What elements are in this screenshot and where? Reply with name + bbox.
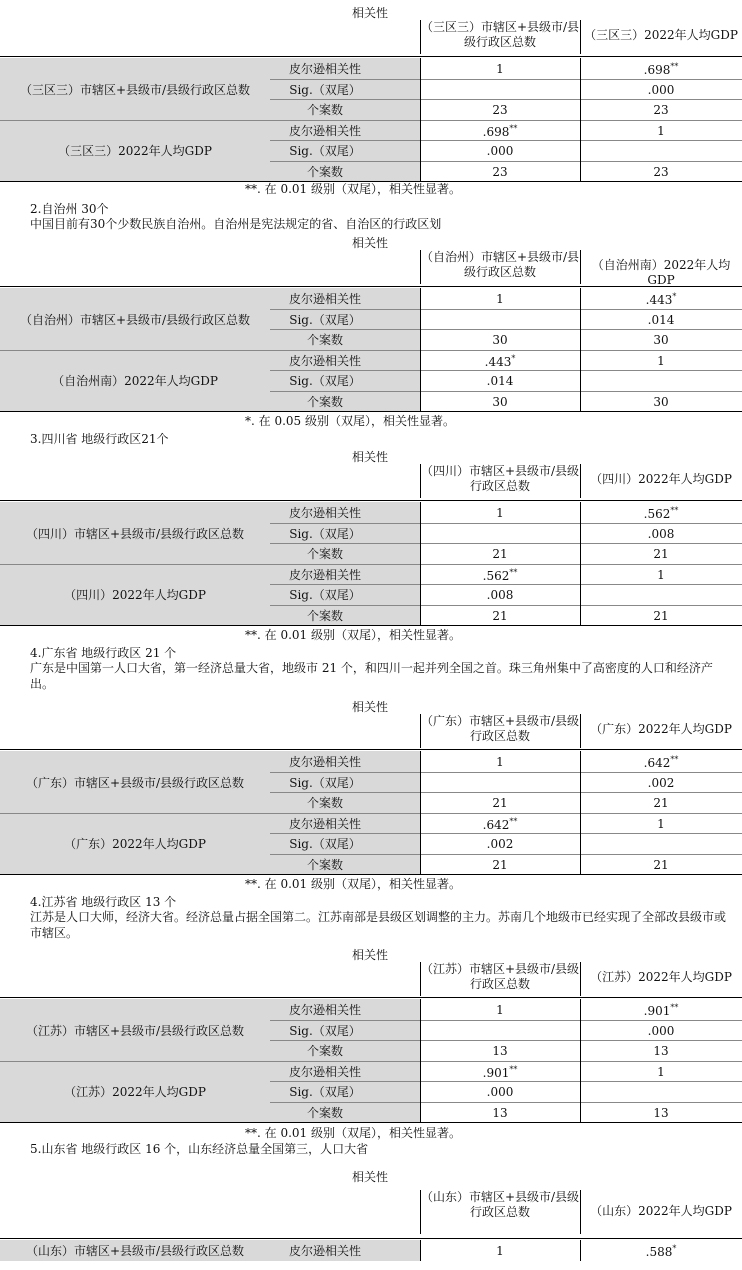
- value-cell: .000: [647, 1023, 675, 1038]
- value-cell: 1: [657, 353, 665, 368]
- column-header-gdp: （广东）2022年人均GDP: [590, 722, 732, 736]
- row-separator: [270, 772, 742, 773]
- value-cell: 30: [492, 333, 508, 347]
- header-divider: [420, 250, 421, 284]
- stat-label: 皮尔逊相关性: [288, 506, 361, 520]
- header-divider: [420, 714, 421, 748]
- column-header-count: （自治州）市辖区+县级市/县级行政区总数: [420, 250, 580, 279]
- section-description: 广东是中国第一人口大省，第一经济总量大省，地级市 21 个，和四川一起并列全国之首。珠三角州集中了高密度的人口和经济产出。: [30, 661, 713, 691]
- stat-label: Sig.（双尾）: [289, 82, 361, 97]
- column-divider: [580, 999, 581, 1122]
- stat-label: 皮尔逊相关性: [288, 1003, 361, 1017]
- row-label-count: （广东）市辖区+县级市/县级行政区总数: [25, 775, 245, 790]
- column-divider: [420, 751, 421, 874]
- value-cell: 23: [653, 164, 669, 179]
- row-separator: [270, 329, 742, 330]
- column-header-count: （四川）市辖区+县级市/县级行政区总数: [420, 464, 580, 493]
- row-separator: [270, 605, 742, 606]
- table-caption: 相关性: [352, 948, 389, 962]
- value-cell: 23: [653, 103, 669, 117]
- value-cell: 23: [492, 103, 508, 117]
- stat-label: Sig.（双尾）: [289, 1085, 361, 1099]
- stat-label: 皮尔逊相关性: [288, 353, 361, 368]
- header-divider: [580, 250, 581, 284]
- stat-label: 皮尔逊相关性: [288, 292, 361, 306]
- header-divider: [580, 464, 581, 498]
- table-caption: 相关性: [352, 236, 389, 250]
- section-description: 中国目前有30个少数民族自治州。自治州是宪法规定的省、自治区的行政区划: [30, 217, 442, 231]
- column-header-count: （江苏）市辖区+县级市/县级行政区总数: [420, 962, 580, 991]
- column-header-gdp: （山东）2022年人均GDP: [590, 1204, 732, 1218]
- row-separator: [0, 1061, 742, 1062]
- row-label-gdp: （自治州南）2022年人均GDP: [52, 374, 218, 389]
- row-separator: [270, 523, 742, 524]
- value-cell: 21: [492, 608, 508, 623]
- row-separator: [270, 833, 742, 834]
- table-caption: 相关性: [352, 700, 389, 714]
- row-label-gdp: （广东）2022年人均GDP: [64, 837, 206, 852]
- table-top-rule: [0, 500, 742, 501]
- stat-label: 个案数: [306, 547, 343, 561]
- section-title: 3.四川省 地级行政区21个: [30, 432, 169, 446]
- column-divider: [580, 751, 581, 874]
- stat-label: Sig.（双尾）: [289, 1023, 361, 1038]
- value-cell: 1: [496, 1003, 504, 1017]
- row-separator: [270, 1102, 742, 1103]
- value-cell: 30: [653, 333, 669, 347]
- row-separator: [0, 564, 742, 565]
- row-separator: [270, 370, 742, 371]
- value-cell: .642**: [643, 755, 679, 770]
- column-divider: [420, 502, 421, 625]
- row-label-gdp: （四川）2022年人均GDP: [64, 588, 206, 603]
- row-separator: [270, 792, 742, 793]
- stat-label: 皮尔逊相关性: [288, 567, 361, 582]
- header-divider: [580, 1190, 581, 1234]
- section-title: 4.广东省 地级行政区 21 个: [30, 646, 177, 660]
- value-cell: .588*: [645, 1244, 677, 1259]
- row-separator: [270, 543, 742, 544]
- value-cell: .014: [486, 374, 514, 388]
- row-label-gdp: （三区三）2022年人均GDP: [58, 144, 212, 159]
- value-cell: 1: [657, 123, 665, 138]
- stat-label: 皮尔逊相关性: [288, 62, 361, 76]
- column-header-count: （三区三）市辖区+县级市/县级行政区总数: [420, 20, 580, 49]
- value-cell: 30: [653, 394, 669, 409]
- section-title: 5.山东省 地级行政区 16 个，山东经济总量全国第三，人口大省: [30, 1142, 369, 1156]
- column-header-count: （广东）市辖区+县级市/县级行政区总数: [420, 714, 580, 743]
- stat-label: 个案数: [306, 1044, 343, 1058]
- column-divider: [420, 288, 421, 411]
- value-cell: 30: [492, 394, 508, 409]
- row-separator: [270, 1040, 742, 1041]
- value-cell: 13: [492, 1044, 508, 1058]
- stat-label: 个案数: [306, 103, 343, 117]
- row-separator: [0, 350, 742, 351]
- value-cell: 1: [496, 292, 504, 306]
- header-divider: [580, 962, 581, 996]
- row-label-count: （山东）市辖区+县级市/县级行政区总数: [25, 1244, 245, 1259]
- stat-label: Sig.（双尾）: [289, 312, 361, 327]
- header-divider: [580, 20, 581, 54]
- stat-label: 个案数: [306, 796, 343, 810]
- stat-label: Sig.（双尾）: [289, 144, 361, 158]
- value-cell: 21: [653, 857, 669, 872]
- value-cell: .443*: [645, 292, 677, 307]
- value-cell: .562**: [643, 506, 679, 521]
- table-top-rule: [0, 286, 742, 287]
- value-cell: 1: [496, 62, 504, 76]
- table-bottom-rule: [0, 1122, 742, 1123]
- row-label-count: （三区三）市辖区+县级市/县级行政区总数: [19, 82, 251, 97]
- stat-label: Sig.（双尾）: [289, 588, 361, 602]
- value-cell: .698**: [482, 123, 518, 139]
- row-separator: [0, 120, 742, 121]
- column-divider: [420, 999, 421, 1122]
- column-header-gdp: （三区三）2022年人均GDP: [584, 28, 738, 42]
- stat-label: 个案数: [306, 333, 343, 347]
- stat-label: 皮尔逊相关性: [288, 755, 361, 769]
- stat-label: 皮尔逊相关性: [288, 1244, 361, 1258]
- row-label-gdp: （江苏）2022年人均GDP: [64, 1085, 206, 1100]
- table-footnote: **. 在 0.01 级别（双尾），相关性显著。: [245, 182, 461, 196]
- column-header-gdp: （四川）2022年人均GDP: [590, 472, 732, 486]
- column-divider: [580, 58, 581, 181]
- table-caption: 相关性: [352, 450, 389, 464]
- value-cell: 21: [653, 547, 669, 561]
- row-separator: [270, 99, 742, 100]
- value-cell: 1: [496, 755, 504, 769]
- value-cell: .014: [647, 312, 675, 327]
- value-cell: .443*: [484, 353, 516, 369]
- header-divider: [420, 962, 421, 996]
- header-divider: [420, 1190, 421, 1234]
- header-divider: [580, 714, 581, 748]
- value-cell: 1: [657, 816, 665, 831]
- value-cell: .008: [486, 588, 514, 602]
- header-divider: [420, 464, 421, 498]
- row-separator: [270, 391, 742, 392]
- table-caption: 相关性: [352, 6, 389, 20]
- stat-label: 个案数: [306, 1105, 343, 1120]
- value-cell: 1: [657, 567, 665, 582]
- table-top-rule: [0, 56, 742, 57]
- value-cell: 1: [496, 506, 504, 520]
- column-divider: [420, 58, 421, 181]
- value-cell: .642**: [482, 816, 518, 832]
- value-cell: .000: [486, 1085, 514, 1099]
- header-divider: [420, 20, 421, 54]
- row-separator: [270, 854, 742, 855]
- column-header-gdp: （自治州南）2022年人均GDP: [591, 258, 731, 287]
- column-header-gdp: （江苏）2022年人均GDP: [590, 970, 732, 984]
- value-cell: .008: [647, 526, 675, 541]
- value-cell: 13: [492, 1105, 508, 1120]
- row-label-count: （江苏）市辖区+县级市/县级行政区总数: [25, 1023, 245, 1038]
- value-cell: .901**: [643, 1003, 679, 1018]
- stat-label: 个案数: [306, 857, 343, 872]
- value-cell: .698**: [643, 62, 679, 77]
- column-divider: [580, 502, 581, 625]
- row-label-count: （四川）市辖区+县级市/县级行政区总数: [25, 526, 245, 541]
- row-separator: [270, 79, 742, 80]
- row-separator: [270, 584, 742, 585]
- value-cell: 21: [492, 857, 508, 872]
- column-divider: [580, 288, 581, 411]
- row-separator: [0, 813, 742, 814]
- value-cell: 1: [657, 1064, 665, 1079]
- stat-label: 皮尔逊相关性: [288, 123, 361, 138]
- table-top-rule: [0, 1238, 742, 1239]
- value-cell: 21: [653, 796, 669, 810]
- section-title: 2.自治州 30个: [30, 202, 109, 216]
- stat-label: 个案数: [306, 164, 343, 179]
- value-cell: .000: [486, 144, 514, 158]
- value-cell: .901**: [482, 1064, 518, 1080]
- value-cell: 13: [653, 1044, 669, 1058]
- stat-label: 个案数: [306, 394, 343, 409]
- value-cell: 21: [492, 547, 508, 561]
- stat-label: 个案数: [306, 608, 343, 623]
- value-cell: 21: [492, 796, 508, 810]
- section-description: 江苏是人口大师，经济大省。经济总量占据全国第二。江苏南部是县级区划调整的主力。苏南几个地级市已经实现了全部改县级市或市辖区。: [30, 910, 727, 940]
- table-footnote: **. 在 0.01 级别（双尾），相关性显著。: [245, 1126, 461, 1140]
- stat-label: Sig.（双尾）: [289, 775, 361, 790]
- row-separator: [270, 161, 742, 162]
- column-header-count: （山东）市辖区+县级市/县级行政区总数: [420, 1190, 580, 1219]
- row-separator: [270, 1081, 742, 1082]
- stat-label: Sig.（双尾）: [289, 374, 361, 388]
- stat-label: 皮尔逊相关性: [288, 816, 361, 831]
- table-caption: 相关性: [352, 1170, 389, 1184]
- section-title: 4.江苏省 地级行政区 13 个: [30, 895, 177, 909]
- value-cell: .000: [647, 82, 675, 97]
- value-cell: 21: [653, 608, 669, 623]
- value-cell: .562**: [482, 567, 518, 583]
- table-footnote: **. 在 0.01 级别（双尾），相关性显著。: [245, 877, 461, 891]
- table-footnote: **. 在 0.01 级别（双尾），相关性显著。: [245, 628, 461, 642]
- value-cell: 1: [496, 1244, 504, 1258]
- column-divider: [580, 1240, 581, 1261]
- table-top-rule: [0, 997, 742, 998]
- value-cell: .002: [647, 775, 675, 790]
- row-label-count: （自治州）市辖区+县级市/县级行政区总数: [19, 312, 251, 327]
- table-footnote: *. 在 0.05 级别（双尾），相关性显著。: [245, 414, 455, 428]
- stat-label: Sig.（双尾）: [289, 526, 361, 541]
- stat-label: Sig.（双尾）: [289, 837, 361, 851]
- column-divider: [420, 1240, 421, 1261]
- value-cell: 13: [653, 1105, 669, 1120]
- table-top-rule: [0, 749, 742, 750]
- row-separator: [270, 309, 742, 310]
- row-separator: [270, 140, 742, 141]
- value-cell: .002: [486, 837, 514, 851]
- row-separator: [270, 1020, 742, 1021]
- value-cell: 23: [492, 164, 508, 179]
- stat-label: 皮尔逊相关性: [288, 1064, 361, 1079]
